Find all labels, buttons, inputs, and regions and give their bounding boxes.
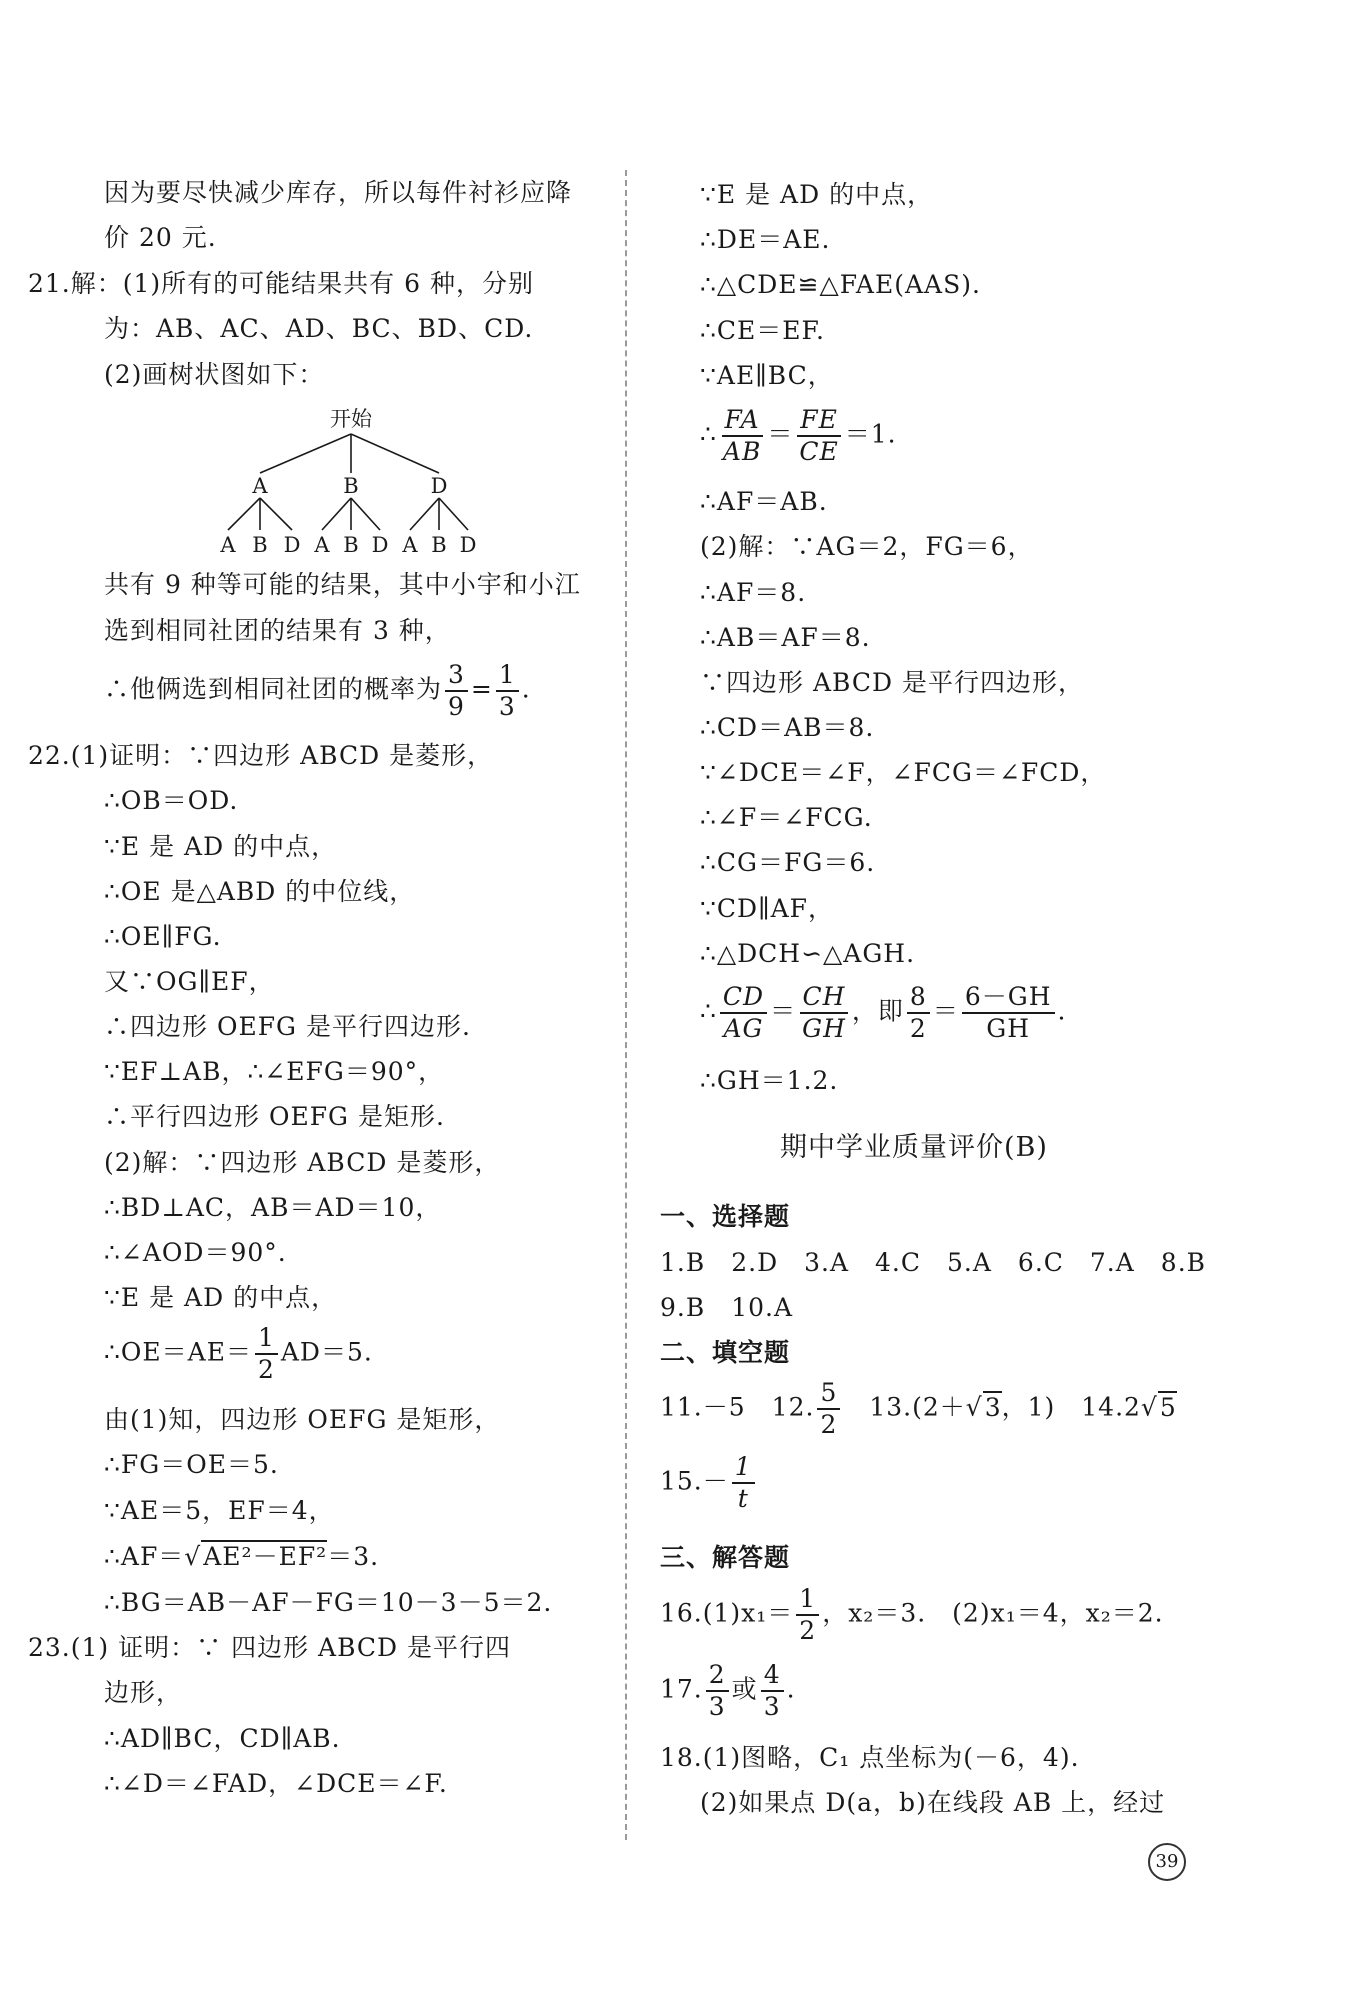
- equals: ＝: [770, 996, 797, 1026]
- q23-line: 23.(1) 证明：∵ 四边形 ABCD 是平行四: [28, 1633, 512, 1662]
- tree-leaf: A: [402, 533, 418, 557]
- text-line: 由(1)知，四边形 OEFG 是矩形，: [104, 1405, 501, 1434]
- text: .: [786, 1674, 796, 1704]
- numerator: 1: [496, 660, 519, 692]
- section-title: 期中学业质量评价(B): [780, 1132, 1048, 1163]
- tree-leaf: D: [283, 533, 301, 557]
- denominator: 2: [799, 1616, 817, 1645]
- answers-line: [660, 1584, 1164, 1646]
- numerator: 1: [255, 1323, 278, 1355]
- fraction: [799, 982, 849, 1044]
- q22-line: 22.(1)证明：∵四边形 ABCD 是菱形，: [28, 741, 494, 770]
- denominator: t: [737, 1484, 749, 1513]
- text-line: 共有 9 种等可能的结果，其中小宇和小江: [104, 570, 581, 599]
- text: ∴他俩选到相同社团的概率为: [104, 674, 443, 704]
- tree-diagram: [210, 400, 500, 560]
- text-line: ∴AF＝AB.: [700, 487, 828, 516]
- text-line: ∴AD∥BC，CD∥AB.: [104, 1724, 341, 1753]
- answers-line: [660, 1452, 758, 1514]
- text-line: ∴BG＝AB－AF－FG＝10－3－5＝2.: [104, 1588, 553, 1617]
- text-line: 选到相同社团的结果有 3 种，: [104, 616, 451, 645]
- proportion-line: [700, 982, 1066, 1044]
- column-divider: [625, 170, 627, 1840]
- numerator: 4: [761, 1660, 784, 1692]
- text-line: ∴四边形 OEFG 是平行四边形.: [104, 1012, 471, 1041]
- tree-leaf: B: [252, 533, 268, 557]
- numerator: 2: [706, 1660, 729, 1692]
- numerator: 6－GH: [962, 982, 1055, 1014]
- fraction: [796, 1584, 819, 1646]
- text: 16.(1)x₁＝: [660, 1598, 794, 1628]
- text-line: ∵EF⊥AB，∴∠EFG＝90°，: [104, 1057, 445, 1086]
- equals: =: [470, 674, 493, 704]
- q21-line: 21.解：(1)所有的可能结果共有 6 种，分别: [28, 269, 534, 298]
- fraction: [732, 1452, 755, 1514]
- section-heading: 一、选择题: [660, 1202, 791, 1231]
- fraction: [761, 1660, 784, 1722]
- text-line: ∴GH＝1.2.: [700, 1066, 839, 1095]
- radicand: 5: [1159, 1392, 1177, 1422]
- radicand: 3: [984, 1392, 1002, 1422]
- tree-node: A: [252, 474, 268, 498]
- denominator: 2: [820, 1410, 838, 1439]
- denominator: 3: [763, 1692, 781, 1721]
- fraction-line: [104, 1323, 373, 1385]
- tree-node: D: [430, 474, 448, 498]
- text-line: ∴FG＝OE＝5.: [104, 1450, 279, 1479]
- equals: ＝: [767, 419, 794, 449]
- numerator: CH: [800, 982, 849, 1014]
- fraction: [962, 982, 1055, 1044]
- text: 15.－: [660, 1466, 729, 1496]
- fraction: [796, 405, 841, 467]
- equals: ＝: [932, 996, 959, 1026]
- answers-line: 1.B 2.D 3.A 4.C 5.A 6.C 7.A 8.B: [660, 1248, 1207, 1277]
- text: ，即: [851, 996, 904, 1026]
- text: ∴: [700, 419, 717, 449]
- text-line: ∵AE＝5，EF＝4，: [104, 1496, 335, 1525]
- text-line: ∵E 是 AD 的中点，: [104, 1283, 338, 1312]
- text-line: (2)画树状图如下：: [104, 360, 325, 389]
- text-line: 价 20 元.: [104, 223, 217, 252]
- text: AD＝5.: [280, 1337, 373, 1367]
- text: 17.: [660, 1674, 703, 1704]
- denominator: 2: [909, 1014, 927, 1043]
- text: ，1) 14.2√: [1001, 1392, 1158, 1422]
- text-line: ∴CE＝EF.: [700, 316, 825, 345]
- text-line: (2)解：∵AG＝2，FG＝6，: [700, 532, 1034, 561]
- text-line: 又∵OG∥EF，: [104, 967, 275, 996]
- text-line: ∴OE∥FG.: [104, 922, 222, 951]
- tree-leaf: B: [431, 533, 447, 557]
- text-line: ∴AF＝8.: [700, 578, 807, 607]
- answers-line: [660, 1378, 1177, 1440]
- text: ∴: [700, 996, 717, 1026]
- tree-leaf: B: [343, 533, 359, 557]
- fraction: [907, 982, 930, 1044]
- section-heading: 二、填空题: [660, 1338, 791, 1367]
- denominator: 3: [498, 692, 516, 721]
- denominator: GH: [802, 1014, 846, 1043]
- text: ＝3.: [327, 1542, 380, 1571]
- text-line: ∴平行四边形 OEFG 是矩形.: [104, 1102, 445, 1131]
- denominator: AG: [723, 1014, 764, 1043]
- sqrt-line: [104, 1542, 379, 1572]
- numerator: FE: [797, 405, 841, 437]
- text: ∴OE＝AE＝: [104, 1337, 252, 1367]
- denominator: 3: [708, 1692, 726, 1721]
- answers-line: 18.(1)图略，C₁ 点坐标为(－6，4).: [660, 1743, 1080, 1772]
- text: ，x₂＝3. (2)x₁＝4，x₂＝2.: [822, 1598, 1164, 1628]
- text-line: ∵E 是 AD 的中点，: [104, 832, 338, 861]
- numerator: 1: [796, 1584, 819, 1616]
- denominator: AB: [722, 437, 762, 466]
- text: 13.(2＋√: [843, 1392, 983, 1422]
- text-line: ∵∠DCE＝∠F，∠FCG＝∠FCD，: [700, 758, 1107, 787]
- text-line: ∴AB＝AF＝8.: [700, 623, 871, 652]
- tree-leaf: A: [220, 533, 236, 557]
- text-line: ∴∠AOD＝90°.: [104, 1238, 287, 1267]
- text: .: [521, 674, 531, 704]
- tree-node: B: [343, 474, 359, 498]
- text-line: 为：AB、AC、AD、BC、BD、CD.: [104, 314, 534, 343]
- answers-line: (2)如果点 D(a，b)在线段 AB 上，经过: [700, 1788, 1166, 1817]
- text-line: ∴∠F＝∠FCG.: [700, 803, 873, 832]
- fraction: [706, 1660, 729, 1722]
- page-number: 39: [1148, 1843, 1186, 1881]
- text: 或: [731, 1674, 758, 1704]
- numerator: CD: [720, 982, 767, 1014]
- text: .: [1057, 996, 1067, 1026]
- text-line: ∴△CDE≌△FAE(AAS).: [700, 270, 981, 299]
- denominator: GH: [986, 1014, 1031, 1043]
- tree-root: 开始: [330, 407, 372, 431]
- tree-leaf: A: [314, 533, 330, 557]
- text-line: ∵AE∥BC，: [700, 361, 834, 390]
- numerator: 5: [817, 1378, 840, 1410]
- fraction: [720, 982, 767, 1044]
- fraction-line: [700, 405, 897, 467]
- numerator: 1: [732, 1452, 755, 1484]
- answers-line: 9.B 10.A: [660, 1293, 794, 1322]
- text-line: ∵四边形 ABCD 是平行四边形，: [700, 668, 1084, 697]
- text-line: (2)解：∵四边形 ABCD 是菱形，: [104, 1148, 501, 1177]
- numerator: 3: [445, 660, 468, 692]
- fraction: [496, 660, 519, 722]
- text-line: 因为要尽快减少库存，所以每件衬衫应降: [104, 178, 573, 207]
- text-line: ∵E 是 AD 的中点，: [700, 180, 934, 209]
- text: ＝1.: [844, 419, 897, 449]
- numerator: 8: [907, 982, 930, 1014]
- text-line: ∴OB＝OD.: [104, 786, 239, 815]
- denominator: 2: [257, 1355, 275, 1384]
- denominator: 9: [448, 692, 465, 721]
- text-line: ∴CD＝AB＝8.: [700, 713, 875, 742]
- text-line: ∴OE 是△ABD 的中位线，: [104, 877, 416, 906]
- probability-line: [104, 660, 531, 722]
- section-heading: 三、解答题: [660, 1543, 791, 1572]
- fraction: [720, 405, 764, 467]
- text-line: ∴BD⊥AC，AB＝AD＝10，: [104, 1193, 442, 1222]
- numerator: FA: [722, 405, 763, 437]
- text-line: ∴∠D＝∠FAD，∠DCE＝∠F.: [104, 1769, 448, 1798]
- tree-leaf: D: [371, 533, 389, 557]
- text: ∴AF＝√: [104, 1542, 202, 1571]
- fraction: [255, 1323, 278, 1385]
- text-line: ∴CG＝FG＝6.: [700, 848, 876, 877]
- denominator: CE: [799, 437, 839, 466]
- text-line: ∴DE＝AE.: [700, 225, 831, 254]
- fraction: [445, 660, 468, 722]
- text-line: ∴△DCH∽△AGH.: [700, 939, 916, 968]
- tree-leaf: D: [459, 533, 477, 557]
- fraction: [817, 1378, 840, 1440]
- text-line: 边形，: [104, 1678, 183, 1707]
- answers-line: [660, 1660, 796, 1722]
- radicand: AE²－EF²: [203, 1542, 328, 1571]
- text: 11.－5 12.: [660, 1392, 815, 1422]
- text-line: ∵CD∥AF，: [700, 894, 835, 923]
